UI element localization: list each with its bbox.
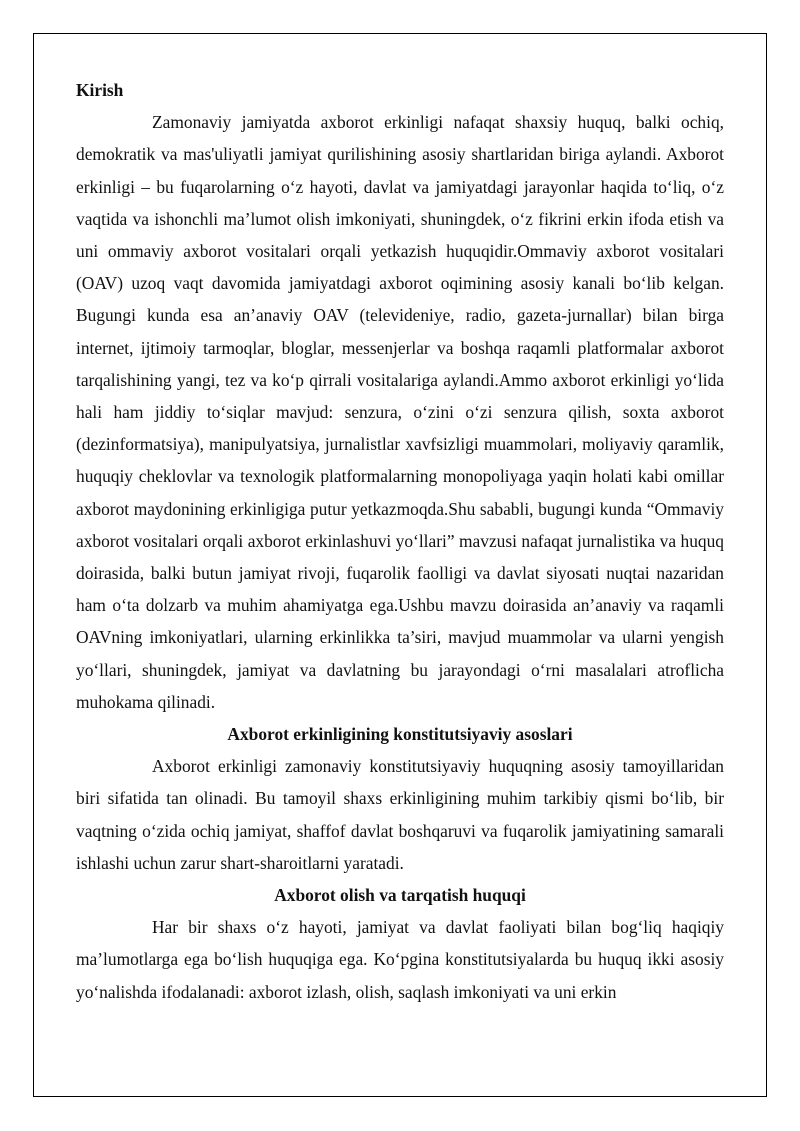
document-body bbox=[76, 74, 724, 1008]
intro-paragraph: Zamonaviy jamiyatda axborot erkinligi nafaqat shaxsiy huquq, balki ochiq, demokratik va mas'uliyatli jamiyat qurilishining asosiy shartlaridan biriga aylandi. Axborot erkinligi – bu fuqarolarning o‘z hayoti, davlat va jamiyatdagi jarayonlar haqida to‘liq, o‘z vaqtida va ishonchli ma’lumot olish imkoniyati, shuningdek, o‘z fikrini erkin ifoda etish va uni ommaviy axborot vositalari orqali yetkazish huquqidir.Ommaviy axborot vositalari (OAV) uzoq vaqt davomida jamiyatdagi axborot oqimining asosiy kanali bo‘lib kelgan. Bugungi kunda esa an’anaviy OAV (televideniye, radio, gazeta-jurnallar) bilan birga internet, ijtimoiy tarmoqlar, bloglar, messenjerlar va boshqa raqamli platformalar axborot tarqalishining yangi, tez va ko‘p qirrali vositalariga aylandi.Ammo axborot erkinligi yo‘lida hali ham jiddiy to‘siqlar mavjud: senzura, o‘zini o‘zi senzura qilish, soxta axborot (dezinformatsiya), manipulyatsiya, jurnalistlar xavfsizligi muammolari, moliyaviy qaramlik, huquqiy cheklovlar va texnologik platformalarning monopoliyaga yaqin holati kabi omillar axborot maydonining erkinligiga putur yetkazmoqda.Shu sababli, bugungi kunda “Ommaviy axborot vositalari orqali axborot erkinlashuvi yo‘llari” mavzusi nafaqat jurnalistika va huquq doirasida, balki butun jamiyat rivoji, fuqarolik faolligi va davlat siyosati nuqtai nazaridan ham o‘ta dolzarb va muhim ahamiyatga ega.Ushbu mavzu doirasida an’anaviy va raqamli OAVning imkoniyatlari, ularning erkinlikka ta’siri, mavjud muammolar va ularni yengish yo‘llari, shuningdek, jamiyat va davlatning bu jarayondagi o‘rni masalalari atroflicha muhokama qilinadi. bbox=[76, 112, 724, 712]
section-heading-right-to-information: Axborot olish va tarqatish huquqi bbox=[274, 885, 526, 906]
right-to-information-paragraph: Har bir shaxs o‘z hayoti, jamiyat va davlat faoliyati bilan bog‘liq haqiqiy ma’lumotlarga ega bo‘lish huquqiga ega. Ko‘pgina konstitutsiyalarda bu huquq ikki asosiy yo‘nalishda ifodalanadi: axborot izlash, olish, saqlash imkoniyati va uni erkin bbox=[76, 917, 724, 1002]
constitutional-basis-paragraph: Axborot erkinligi zamonaviy konstitutsiyaviy huquqning asosiy tamoyillaridan biri sifatida tan olinadi. Bu tamoyil shaxs erkinligining muhim tarkibiy qismi bo‘lib, bir vaqtning o‘zida ochiq jamiyat, shaffof davlat boshqaruvi va fuqarolik jamiyatining samarali ishlashi uchun zarur shart-sharoitlarni yaratadi. bbox=[76, 756, 724, 873]
section-heading-constitutional-basis: Axborot erkinligining konstitutsiyaviy asoslari bbox=[227, 724, 573, 745]
intro-heading: Kirish bbox=[76, 80, 124, 100]
